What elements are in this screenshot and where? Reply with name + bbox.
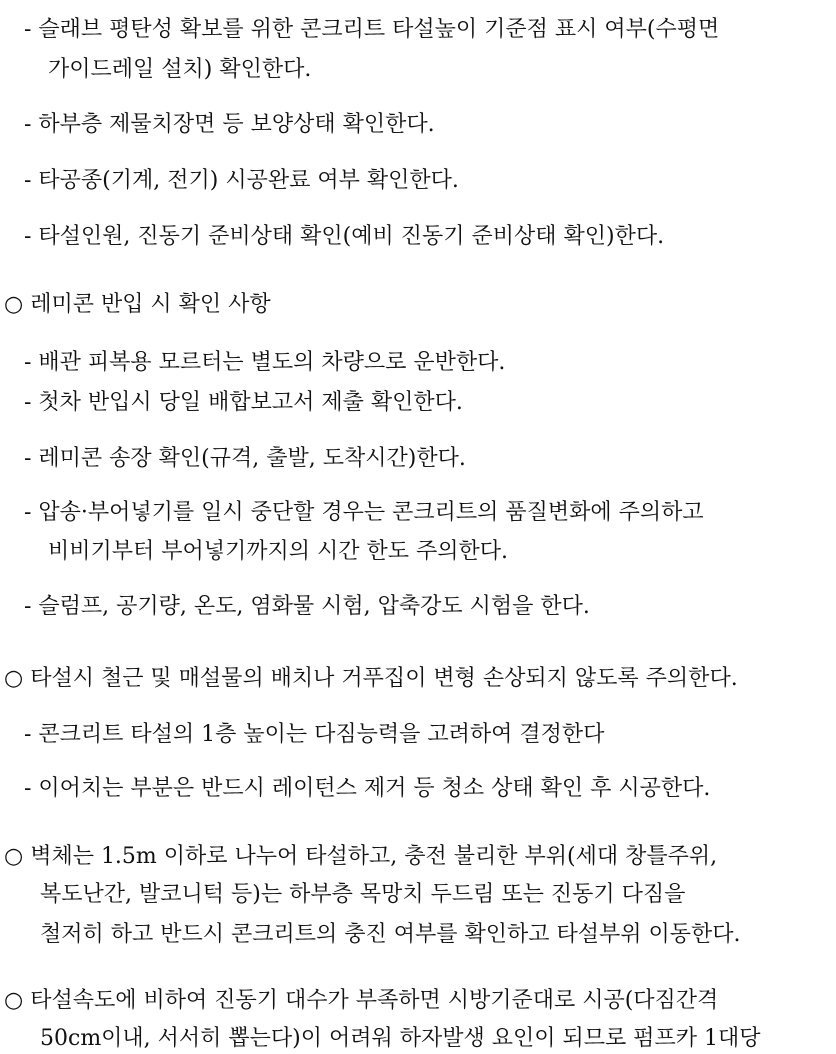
text-line: - 하부층 제물치장면 등 보양상태 확인한다. <box>24 112 435 137</box>
text-line-12 <box>24 592 836 622</box>
text-line: - 콘크리트 타설의 1층 높이는 다짐능력을 고려하여 결정한다 <box>24 722 605 747</box>
text-line: 비비기부터 부어넣기까지의 시간 한도 주의한다. <box>48 539 509 564</box>
text-line: - 첫차 반입시 당일 배합보고서 제출 확인한다. <box>24 390 463 415</box>
text-line-17 <box>40 880 836 910</box>
text-line-6 <box>4 290 836 320</box>
text-line-8 <box>24 388 836 418</box>
text-line-20 <box>40 1024 836 1054</box>
text-line: - 타설인원, 진동기 준비상태 확인(예비 진동기 준비상태 확인)한다. <box>24 224 665 249</box>
text-line-14 <box>24 720 836 750</box>
text-line: - 압송·부어넣기를 일시 중단할 경우는 콘크리트의 품질변화에 주의하고 <box>24 500 704 525</box>
text-line-3 <box>24 110 836 140</box>
text-line: 철저히 하고 반드시 콘크리트의 충진 여부를 확인하고 타설부위 이동한다. <box>40 922 741 947</box>
text-line-11 <box>48 537 836 567</box>
text-line-19 <box>4 986 836 1016</box>
text-line-4 <box>24 166 836 196</box>
text-line: - 타공종(기계, 전기) 시공완료 여부 확인한다. <box>24 168 459 193</box>
text-line: - 레미콘 송장 확인(규격, 출발, 도착시간)한다. <box>24 446 466 471</box>
text-line: 복도난간, 발코니턱 등)는 하부층 목망치 두드림 또는 진동기 다짐을 <box>40 882 686 907</box>
text-line: 가이드레일 설치) 확인한다. <box>48 57 312 82</box>
text-line-15 <box>24 774 836 804</box>
text-line: - 이어치는 부분은 반드시 레이턴스 제거 등 청소 상태 확인 후 시공한다. <box>24 776 711 801</box>
text-line-9 <box>24 444 836 474</box>
text-line: ○ 레미콘 반입 시 확인 사항 <box>4 292 271 317</box>
text-line: - 슬럼프, 공기량, 온도, 염화물 시험, 압축강도 시험을 한다. <box>24 594 590 619</box>
text-line-18 <box>40 920 836 950</box>
text-line-5 <box>24 222 836 252</box>
text-line: ○ 타설속도에 비하여 진동기 대수가 부족하면 시방기준대로 시공(다짐간격 <box>4 988 719 1013</box>
text-line-10 <box>24 498 836 528</box>
text-line-16 <box>4 842 836 872</box>
text-line-13 <box>4 664 836 694</box>
text-line: - 배관 피복용 모르터는 별도의 차량으로 운반한다. <box>24 350 506 375</box>
text-line: ○ 타설시 철근 및 매설물의 배치나 거푸집이 변형 손상되지 않도록 주의한다. <box>4 666 738 691</box>
text-line: 50cm이내, 서서히 뽑는다)이 어려워 하자발생 요인이 되므로 펌프카 1대당 <box>40 1026 761 1051</box>
text-line: - 슬래브 평탄성 확보를 위한 콘크리트 타설높이 기준점 표시 여부(수평면 <box>24 17 720 42</box>
text-line-7 <box>24 348 836 378</box>
text-line-2 <box>48 55 836 85</box>
text-line-1 <box>24 15 836 45</box>
text-line: ○ 벽체는 1.5m 이하로 나누어 타설하고, 충전 불리한 부위(세대 창틀주위, <box>4 844 718 869</box>
